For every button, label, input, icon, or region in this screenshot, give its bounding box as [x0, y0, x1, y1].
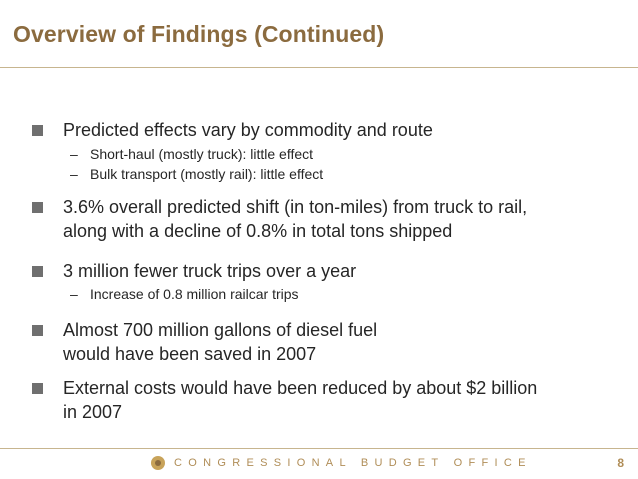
dash-bullet-icon: – [70, 146, 78, 162]
title-divider [0, 67, 638, 68]
footer-divider [0, 448, 638, 449]
square-bullet-icon [32, 325, 43, 336]
square-bullet-icon [32, 202, 43, 213]
dash-bullet-icon: – [70, 286, 78, 302]
sub-bullet-text: Increase of 0.8 million railcar trips [90, 286, 299, 302]
square-bullet-icon [32, 383, 43, 394]
cbo-seal-icon [151, 456, 165, 470]
sub-bullet-item [70, 145, 313, 163]
dash-bullet-icon: – [70, 166, 78, 182]
slide-title: Overview of Findings (Continued) [13, 21, 385, 47]
bullet-text: 3.6% overall predicted shift (in ton-miles) from truck to rail, along with a decline of 0.8% in total tons shipped [63, 197, 528, 241]
sub-bullet-text: Short-haul (mostly truck): little effect [90, 146, 314, 162]
page-number: 8 [617, 456, 624, 470]
sub-bullet-item [70, 165, 323, 183]
sub-bullet-item [70, 285, 299, 303]
bullet-text: 3 million fewer truck trips over a year [63, 261, 357, 281]
bullet-text: Predicted effects vary by commodity and route [63, 120, 433, 140]
bullet-text: Almost 700 million gallons of diesel fuel would have been saved in 2007 [63, 320, 378, 364]
square-bullet-icon [32, 266, 43, 277]
footer-organization: CONGRESSIONAL BUDGET OFFICE [174, 457, 532, 469]
bullet-text: External costs would have been reduced by about $2 billion in 2007 [63, 378, 538, 422]
square-bullet-icon [32, 125, 43, 136]
sub-bullet-text: Bulk transport (mostly rail): little effect [90, 166, 324, 182]
